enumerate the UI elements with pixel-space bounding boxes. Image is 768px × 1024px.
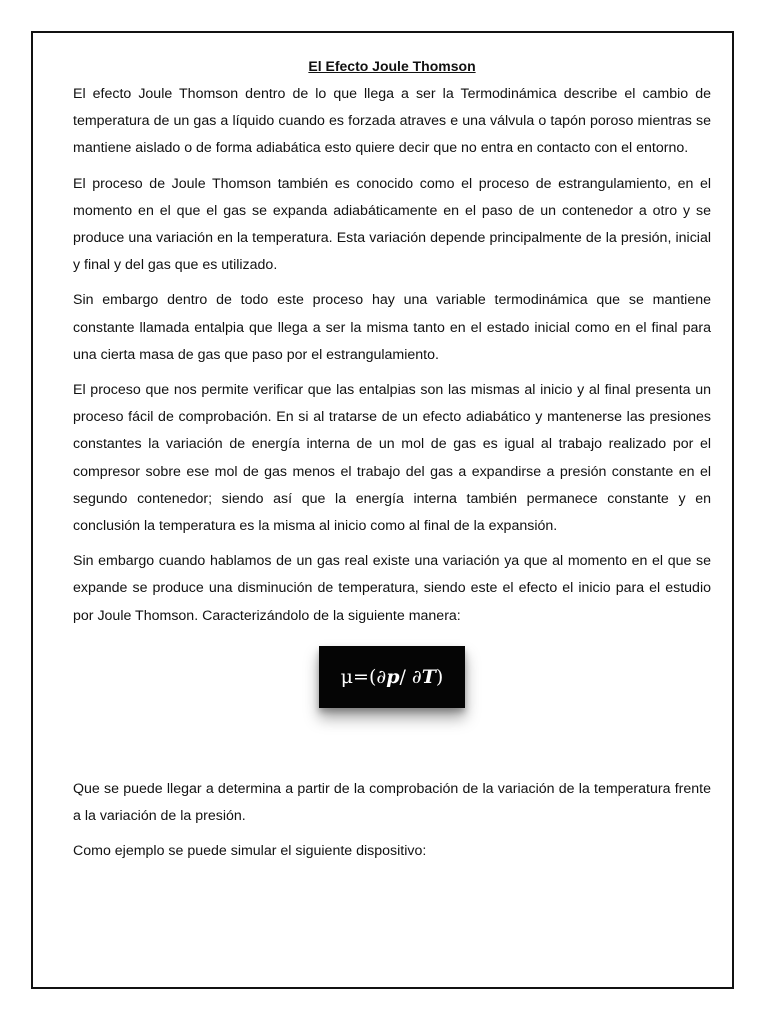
document-body xyxy=(73,55,711,873)
page-frame xyxy=(31,31,734,989)
paragraph-enthalpy: Sin embargo dentro de todo este proceso hay una variable termodinámica que se mantiene constante llamada entalpia que llega a ser la misma tanto en el estado inicial como en el final para una cierta masa de gas que paso por el estrangulamiento. xyxy=(73,292,711,363)
formula-temperature-symbol: T xyxy=(421,665,436,688)
formula-prefix: μ=(∂ xyxy=(340,665,387,688)
formula-middle: / ∂ xyxy=(399,665,422,688)
formula-pressure-symbol: p xyxy=(386,665,400,688)
paragraph-throttling: El proceso de Joule Thomson también es conocido como el proceso de estrangulamiento, en el momento en el que el gas se expanda adiabáticamente en el paso de un contenedor a otro y se produce una variación en la temperatura. Esta variación depende principalmente de la presión, inicial y final y del gas que es utilizado. xyxy=(73,175,711,274)
formula-container xyxy=(73,646,711,776)
document-title: El Efecto Joule Thomson xyxy=(308,58,476,74)
paragraph-determination: Que se puede llegar a determina a partir de la comprobación de la variación de la temperatura frente a la variación de la presión. xyxy=(73,780,711,825)
paragraph-example: Como ejemplo se puede simular el siguiente dispositivo: xyxy=(73,843,427,860)
paragraph-real-gas: Sin embargo cuando hablamos de un gas real existe una variación ya que al momento en el que se expande se produce una disminución de temperatura, siendo este el efecto el inicio para el estudio por Joule Thomson. Caracterizándolo de la siguiente manera: xyxy=(73,553,711,624)
joule-thomson-formula-image xyxy=(319,646,465,708)
formula-suffix: ) xyxy=(435,665,444,688)
paragraph-verification: El proceso que nos permite verificar que las entalpias son las mismas al inicio y al final presenta un proceso fácil de comprobación. En si al tratarse de un efecto adiabático y mantenerse las presiones constantes la variación de energía interna de un mol de gas es igual al trabajo realizado por el compresor sobre ese mol de gas menos el trabajo del gas a expandirse a presión constante en el segundo contenedor; siendo así que la energía interna también permanece constante y en conclusión la temperatura es la misma al inicio como al final de la expansión. xyxy=(73,382,711,535)
paragraph-intro: El efecto Joule Thomson dentro de lo que llega a ser la Termodinámica describe el cambio de temperatura de un gas a líquido cuando es forzada atraves e una válvula o tapón poroso mientras se mantiene aislado o de forma adiabática esto quiere decir que no entra en contacto con el entorno. xyxy=(73,86,711,157)
